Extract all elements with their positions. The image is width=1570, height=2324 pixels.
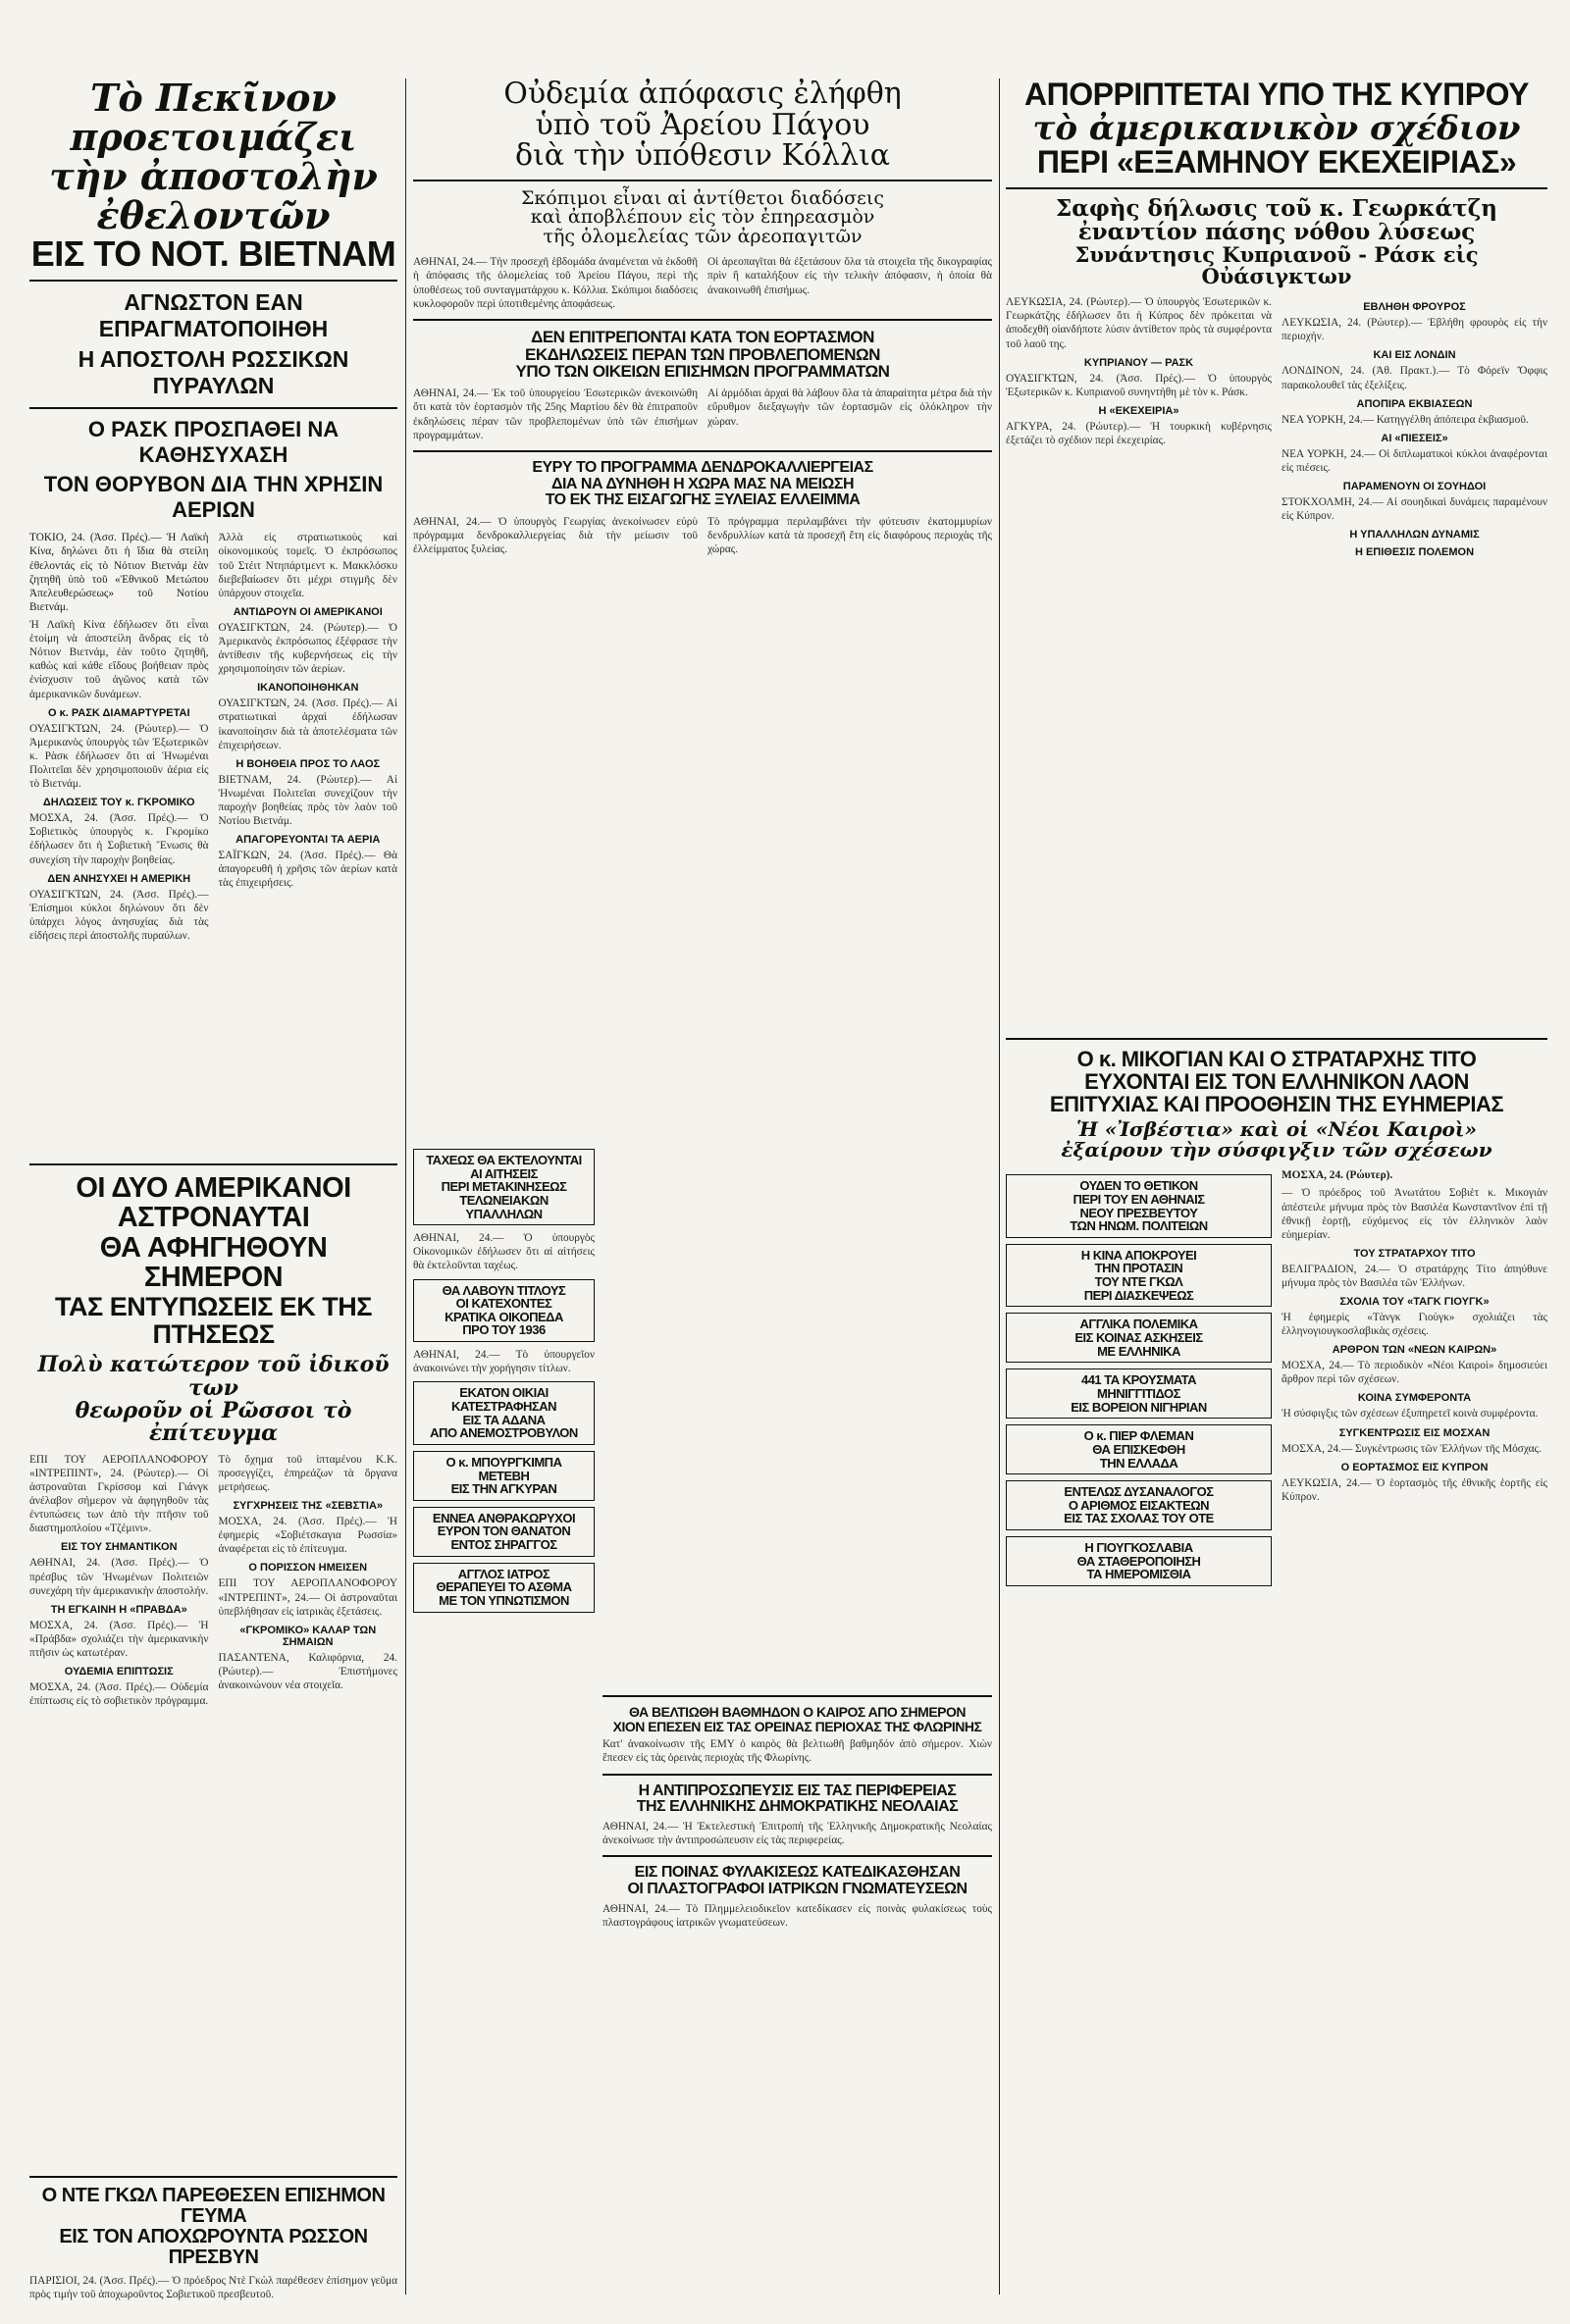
article-text: ΠΑΡΙΣΙΟΙ, 24. (Ἀσσ. Πρές).— Ὁ πρόεδρος Ντὲ Γκὼλ παρέθεσεν ἐπίσημον γεῦμα πρὸς τιμὴν τοῦ ἀποχωροῦντος Σοβιετικοῦ πρεσβευτοῦ.: [29, 2275, 397, 2301]
column-2-lower: [602, 1687, 992, 1930]
brief-title: ΑΓΓΛΙΚΑ ΠΟΛΕΜΙΚΑ: [1079, 1317, 1198, 1332]
brief-title: 441 ΤΑ ΚΡΟΥΣΜΑΤΑ: [1080, 1372, 1197, 1388]
article-text: ΠΑΣΑΝΤΕΝΑ, Καλιφόρνια, 24. (Ρώυτερ).— Ἐπιστήμονες ἀνακοινώνουν νέα στοιχεῖα.: [218, 1651, 397, 1692]
article-text: ΟΥΑΣΙΓΚΤΩΝ, 24. (Ἀσσ. Πρές).— Ὁ ὑπουργὸς Ἐξωτερικῶν κ. Κυπριανοῦ συνηντήθη μὲ τὸν κ. Ράσκ.: [1006, 372, 1272, 398]
article-text: Οἱ ἀρεοπαγῖται θὰ ἐξετάσουν ὅλα τὰ στοιχεῖα τῆς δικογραφίας πρὶν ἢ καταλήξουν εἰς τὴν τελικὴν ἀπόφασιν, ἡ ὁποία θὰ ἀνακοινωθῆ ἐπισήμως.: [707, 256, 992, 296]
cyprus-sub-1: Σαφὴς δήλωσις τοῦ κ. Γεωρκάτζη: [1056, 194, 1497, 222]
section-heading: Ο ΠΟΡΙΣΣΟΝ ΗΜΕΙΣΕΝ: [248, 1562, 368, 1575]
tree-headline-1: ΕΥΡΥ ΤΟ ΠΡΟΓΡΑΜΜΑ ΔΕΝΔΡΟΚΑΛΛΙΕΡΓΕΙΑΣ: [532, 458, 873, 476]
brief-title: ΕΙΣ ΤΑ ΑΔΑΝΑ: [462, 1412, 546, 1427]
brief-yugoslavia: [1006, 1536, 1272, 1586]
article-text: ΝΕΑ ΥΟΡΚΗ, 24.— Οἱ διπλωματικοὶ κύκλοι ἀναφέρονται εἰς πιέσεις.: [1282, 447, 1547, 474]
article-text: ΕΠΙ ΤΟΥ ΑΕΡΟΠΛΑΝΟΦΟΡΟΥ «ΙΝΤΡΕΠΙΝΤ», 24. (Ρώυτερ).— Οἱ ἀστροναῦται Γκρίσσομ καὶ Γιάνγκ ἀνέλαβον σήμερον νὰ ἀφηγηθοῦν τὰς ἐντυπώσεις των ἀπὸ τὴν πτῆσιν τοῦ διαστημοπλοίου «Τζέμινι».: [29, 1453, 209, 1535]
divider: [1006, 1038, 1547, 1040]
article-text: ΜΟΣΧΑ, 24. (Ἀσσ. Πρές).— Ὁ Σοβιετικὸς ὑπουργὸς κ. Γκρομίκο ἐδήλωσεν ὅτι ἡ Σοβιετικὴ Ἕνωσις θὰ συνεχίση τὴν παροχὴν βοηθείας.: [29, 812, 209, 866]
column-2-briefs: [413, 1143, 595, 1619]
cyprus-headline-1: ΑΠΟΡΡΙΠΤΕΤΑΙ ΥΠΟ ΤΗΣ ΚΥΠΡΟΥ: [1024, 78, 1529, 112]
section-heading: ΑΝΤΙΔΡΟΥΝ ΟΙ ΑΜΕΡΙΚΑΝΟΙ: [233, 605, 383, 618]
brief-title: ΘΑ ΕΠΙΣΚΕΦΘΗ: [1092, 1441, 1185, 1457]
astronauts-body: [29, 1453, 397, 1709]
section-heading: ΔΗΛΩΣΕΙΣ ΤΟΥ κ. ΓΚΡΟΜΙΚΟ: [42, 797, 195, 809]
tree-body: [413, 515, 992, 556]
article-text: ΑΘΗΝΑΙ, 24. (Ἀσσ. Πρές).— Ὁ πρέσβυς τῶν Ἡνωμένων Πολιτειῶν συνεχάρη τὴν ἀμερικανικὴν ἀποστολήν.: [29, 1557, 209, 1597]
article-text: Ἡ Λαϊκὴ Κίνα ἐδήλωσεν ὅτι εἶναι ἑτοίμη νὰ ἀποστείλη ἄνδρας εἰς τὸ Νότιον Βιετνάμ, ἐὰν τοῦτο ζητηθῆ, καθὼς καὶ κάθε εἴδους βοήθειαν πρὸς ἐνίσχυσιν τοῦ ἀγῶνος κατὰ τῶν ἀμερικανικῶν δυνάμεων.: [29, 619, 209, 700]
section-heading: ΠΑΡΑΜΕΝΟΥΝ ΟΙ ΣΟΥΗΔΟΙ: [1342, 481, 1487, 493]
kollias-sub-2: καὶ ἀποβλέπουν εἰς τὸν ἐπηρεασμὸν: [530, 206, 875, 229]
festival-headline-1: ΔΕΝ ΕΠΙΤΡΕΠΟΝΤΑΙ ΚΑΤΑ ΤΟΝ ΕΟΡΤΑΣΜΟΝ: [531, 327, 874, 346]
article-text: ΝΕΑ ΥΟΡΚΗ, 24.— Κατηγγέλθη ἀπόπειρα ἐκβιασμοῦ.: [1282, 413, 1529, 426]
article-text: ΛΕΥΚΩΣΙΑ, 24.— Ὁ ἑορτασμὸς τῆς ἐθνικῆς ἑορτῆς εἰς Κύπρον.: [1282, 1476, 1547, 1503]
section-heading: ΑΙ «ΠΙΕΣΕΙΣ»: [1381, 432, 1448, 444]
brief-title: ΕΚΑΤΟΝ ΟΙΚΙΑΙ: [459, 1385, 549, 1401]
article-text: ΑΘΗΝΑΙ, 24.— Τὴν προσεχῆ ἑβδομάδα ἀναμένεται νὰ ἐκδοθῆ ἡ ἀπόφασις τῆς ὁλομελείας τοῦ Ἀρείου Πάγου, περὶ τῆς ὑποθέσεως τοῦ συνταγματάρχου κ. Κόλλια. Σκόπιμοι διαδόσεις κυκλοφοροῦν περὶ ὑποτιθεμένης ἀποφάσεως.: [413, 256, 698, 310]
article-text: ΑΘΗΝΑΙ, 24.— Ὁ ὑπουργὸς Γεωργίας ἀνεκοίνωσεν εὐρὺ πρόγραμμα δενδροκαλλιεργείας διὰ τὴν μείωσιν τοῦ ἐλλείμματος ξυλείας.: [413, 516, 698, 556]
brief-miners: [413, 1507, 595, 1557]
tito-headline-1: Ο κ. ΜΙΚΟΓΙΑΝ ΚΑΙ Ο ΣΤΡΑΤΑΡΧΗΣ ΤΙΤΟ: [1076, 1047, 1477, 1071]
article-text: ΑΘΗΝΑΙ, 24.— Ἡ Ἐκτελεστικὴ Ἐπιτροπὴ τῆς Ἑλληνικῆς Δημοκρατικῆς Νεολαίας ἀνεκοίνωσε τὴν ἀντιπροσώπευσιν εἰς τὰς περιφερείας.: [602, 1821, 992, 1847]
brief-title: Ο κ. ΜΠΟΥΡΓΚΙΜΠΑ: [445, 1454, 562, 1470]
brief-title: ΟΥΔΕΝ ΤΟ ΘΕΤΙΚΟΝ: [1079, 1178, 1198, 1194]
astronauts-headline-2: ΘΑ ΑΦΗΓΗΘΟΥΝ ΣΗΜΕΡΟΝ: [99, 1231, 328, 1294]
section-heading: ΣΥΓΚΕΝΤΡΩΣΙΣ ΕΙΣ ΜΟΣΧΑΝ: [1338, 1426, 1491, 1439]
brief-title: Η ΓΙΟΥΓΚΟΣΛΑΒΙΑ: [1084, 1540, 1193, 1556]
article-text: ΟΥΑΣΙΓΚΤΩΝ, 24. (Ἀσσ. Πρές).— Αἱ στρατιωτικαὶ ἀρχαὶ ἐδήλωσαν ἱκανοποίησιν διὰ τὰ ἀποτελέσματα τῶν ἐπιχειρήσεων.: [218, 697, 397, 751]
article-text: ΟΥΑΣΙΓΚΤΩΝ, 24. (Ἀσσ. Πρές).— Ἐπίσημοι κύκλοι δηλώνουν ὅτι δὲν ὑπάρχει λόγος ἀνησυχίας διὰ τὰς εἰδήσεις περὶ ἀποστολῆς πυραύλων.: [29, 888, 209, 942]
article-text: ΑΘΗΝΑΙ, 24.— Τὸ ὑπουργεῖον ἀνακοινώνει τὴν χορήγησιν τίτλων.: [413, 1349, 595, 1375]
brief-title: ΑΙ ΑΙΤΗΣΕΙΣ: [470, 1165, 538, 1181]
article-text: ΑΓΚΥΡΑ, 24. (Ρώυτερ).— Ἡ τουρκικὴ κυβέρνησις ἐξετάζει τὸ σχέδιον περὶ ἐκεχειρίας.: [1006, 420, 1272, 447]
de-gaulle-story: [29, 2168, 397, 2301]
brief-title: ΚΡΑΤΙΚΑ ΟΙΚΟΠΕΔΑ: [445, 1309, 563, 1324]
festival-headline-3: ΥΠΟ ΤΩΝ ΟΙΚΕΙΩΝ ΕΠΙΣΗΜΩΝ ΠΡΟΓΡΑΜΜΑΤΩΝ: [515, 362, 890, 382]
article-text: ΛΟΝΔΙΝΟΝ, 24. (Ἀθ. Πρακτ.).— Τὸ Φόρεϊν Ὄφφις παρακολουθεῖ τὰς ἐξελίξεις.: [1282, 365, 1547, 391]
brief-title: ΠΡΟ ΤΟΥ 1936: [462, 1322, 546, 1338]
section-heading: ΔΕΝ ΑΝΗΣΥΧΕΙ Η ΑΜΕΡΙΚΗ: [47, 872, 191, 885]
section-heading: ΙΚΑΝΟΠΟΙΗΘΗΚΑΝ: [257, 682, 359, 695]
brief-title: ΜΕ ΕΛΛΗΝΙΚΑ: [1097, 1343, 1180, 1359]
column-2: [413, 78, 992, 556]
kollias-sub-1: Σκόπιμοι εἶναι αἱ ἀντίθετοι διαδόσεις: [520, 186, 884, 209]
tito-headline-3: ΕΠΙΤΥΧΙΑΣ ΚΑΙ ΠΡΟΟΘΗΣΙΝ ΤΗΣ ΕΥΗΜΕΡΙΑΣ: [1049, 1092, 1504, 1117]
section-heading: «ΓΚΡΟΜΙΚΟ» ΚΑΛΑΡ ΤΩΝ ΣΗΜΑΙΩΝ: [239, 1624, 377, 1648]
section-heading: ΚΟΙΝΑ ΣΥΜΦΕΡΟΝΤΑ: [1357, 1392, 1472, 1405]
tito-lead: ΜΟΣΧΑ, 24. (Ρώυτερ).: [1282, 1169, 1393, 1182]
brief-title: ΕΙΣ ΤΗΝ ΑΓΚΥΡΑΝ: [450, 1481, 557, 1497]
brief-title: ΜΗΝΙΓΓΙΤΙΔΟΣ: [1097, 1385, 1180, 1401]
article-text: ΜΟΣΧΑ, 24. (Ἀσσ. Πρές).— Οὐδεμία ἐπίπτωσις εἰς τὸ σοβιετικὸν πρόγραμμα.: [29, 1681, 209, 1708]
brief-title: ΤΩΝ ΗΝΩΜ. ΠΟΛΙΤΕΙΩΝ: [1070, 1218, 1208, 1234]
cyprus-headline-3: ΠΕΡΙ «ΕΞΑΜΗΝΟΥ ΕΚΕΧΕΙΡΙΑΣ»: [1036, 144, 1517, 181]
brief-customs: [413, 1149, 595, 1225]
brief-title: ΠΕΡΙ ΤΟΥ ΕΝ ΑΘΗΝΑΙΣ: [1073, 1191, 1205, 1207]
brief-title: ΕΝΤΟΣ ΣΗΡΑΓΓΟΣ: [450, 1537, 557, 1553]
article-text: ΒΙΕΤΝΑΜ, 24. (Ρώυτερ).— Αἱ Ἡνωμέναι Πολιτεῖαι συνεχίζουν τὴν παροχὴν βοηθείας πρὸς τὸν λαὸν τοῦ Νοτίου Βιετνάμ.: [218, 773, 397, 828]
article-text: ΛΕΥΚΩΣΙΑ, 24. (Ρώυτερ).— Ὁ ὑπουργὸς Ἐσωτερικῶν κ. Γεωρκάτζης ἐδήλωσεν ὅτι ἡ Κύπρος δὲν πρόκειται νὰ ἀποδεχθῆ οἱανδήποτε λύσιν ἀντίθετον πρὸς τὰ συμφέροντα τοῦ λαοῦ της.: [1006, 296, 1272, 350]
brief-title: ΕΝΤΕΛΩΣ ΔΥΣΑΝΑΛΟΓΟΣ: [1064, 1484, 1214, 1500]
youth-headline-2: ΤΗΣ ΕΛΛΗΝΙΚΗΣ ΔΗΜΟΚΡΑΤΙΚΗΣ ΝΕΟΛΑΙΑΣ: [636, 1798, 959, 1816]
article-text: ΒΕΛΙΓΡΑΔΙΟΝ, 24.— Ὁ στρατάρχης Τίτο ἀπηύθυνε μήνυμα πρὸς τὸν Βασιλέα τῶν Ἑλλήνων.: [1282, 1263, 1547, 1289]
article-text: ΣΤΟΚΧΟΛΜΗ, 24.— Αἱ σουηδικαὶ δυνάμεις παραμένουν εἰς Κύπρον.: [1282, 496, 1547, 523]
article-text: Ἡ σύσφιγξις τῶν σχέσεων ἐξυπηρετεῖ κοινὰ συμφέροντα.: [1282, 1408, 1539, 1420]
divider: [602, 1695, 992, 1697]
section-heading: Ο κ. ΡΑΣΚ ΔΙΑΜΑΡΤΥΡΕΤΑΙ: [48, 706, 190, 719]
prison-headline-2: ΟΙ ΠΛΑΣΤΟΓΡΑΦΟΙ ΙΑΤΡΙΚΩΝ ΓΝΩΜΑΤΕΥΣΕΩΝ: [627, 1881, 968, 1898]
brief-bourguiba: [413, 1451, 595, 1501]
subhead-2: Η ΑΠΟΣΤΟΛΗ ΡΩΣΣΙΚΩΝ ΠΥΡΑΥΛΩΝ: [78, 346, 349, 399]
astronauts-headline-1: ΟΙ ΔΥΟ ΑΜΕΡΙΚΑΝΟΙ ΑΣΤΡΟΝΑΥΤΑΙ: [76, 1172, 351, 1234]
section-heading: Η ΥΠΑΛΛΗΛΩΝ ΔΥΝΑΜΙΣ: [1349, 529, 1480, 542]
divider: [413, 450, 992, 452]
tito-body: [1006, 1168, 1547, 1592]
article-text: ΜΟΣΧΑ, 24. (Ἀσσ. Πρές).— Ἡ «Πράβδα» σχολιάζει τὴν ἀμερικανικὴν πτῆσιν ὡς κατωτέραν.: [29, 1619, 209, 1660]
section-heading: ΤΟΥ ΣΤΡΑΤΑΡΧΟΥ ΤΙΤΟ: [1353, 1247, 1476, 1260]
youth-headline-1: Η ΑΝΤΙΠΡΟΣΩΠΕΥΣΙΣ ΕΙΣ ΤΑΣ ΠΕΡΙΦΕΡΕΙΑΣ: [638, 1782, 957, 1799]
astronauts-headline-3: ΤΑΣ ΕΝΤΥΠΩΣΕΙΣ ΕΚ ΤΗΣ ΠΤΗΣΕΩΣ: [55, 1291, 372, 1350]
brief-china: [1006, 1244, 1272, 1308]
article-text: ΑΘΗΝΑΙ, 24.— Τὸ Πλημμελειοδικεῖον κατεδίκασεν εἰς ποινὰς φυλακίσεως τοὺς πλαστογράφους ἰατρικῶν γνωματεύσεων.: [602, 1903, 992, 1930]
kollias-headline-2: ὑπὸ τοῦ Ἀρείου Πάγου: [535, 107, 870, 142]
section-heading: ΑΠΟΠΙΡΑ ΕΚΒΙΑΣΕΩΝ: [1356, 397, 1473, 410]
article-text: ΜΟΣΧΑ, 24. (Ἀσσ. Πρές).— Ἡ ἐφημερὶς «Σοβιέτσκαγια Ρωσσία» ἀναφέρεται εἰς τὸ ἐπίτευγμα.: [218, 1516, 397, 1556]
column-1: [29, 78, 397, 943]
divider: [413, 319, 992, 321]
subhead-1: ΑΓΝΩΣΤΟΝ ΕΑΝ ΕΠΡΑΓΜΑΤΟΠΟΙΗΘΗ: [98, 289, 329, 342]
kollias-headline-1: Οὐδεμία ἀπόφασις ἐλήφθη: [503, 78, 902, 111]
brief-land: [413, 1279, 595, 1343]
brief-title: ΕΙΣ ΤΑΣ ΣΧΟΛΑΣ ΤΟΥ ΟΤΕ: [1064, 1511, 1214, 1526]
brief-title: ΕΙΣ ΚΟΙΝΑΣ ΑΣΚΗΣΕΙΣ: [1074, 1330, 1203, 1346]
kollias-headline-3: διὰ τὴν ὑπόθεσιν Κόλλια: [514, 138, 891, 173]
section-heading: ΟΥΔΕΜΙΑ ΕΠΙΠΤΩΣΙΣ: [64, 1666, 174, 1678]
tito-sub-1: Ἡ «Ἰσβέστια» καὶ οἱ «Νέοι Καιροὶ»: [1075, 1117, 1478, 1142]
brief-title: ΘΑ ΣΤΑΘΕΡΟΠΟΙΗΣΗ: [1076, 1553, 1201, 1569]
divider: [29, 280, 397, 282]
divider: [29, 407, 397, 409]
brief-title: ΑΠΟ ΑΝΕΜΟΣΤΡΟΒΥΛΟΝ: [430, 1425, 578, 1441]
article-text: ΟΥΑΣΙΓΚΤΩΝ, 24. (Ρώυτερ).— Ὁ Ἀμερικανὸς ἐκπρόσωπος ἐξέφρασε τὴν ἀντίθεσιν τῆς κυβερνήσεως εἰς τὴν χρησιμοποίησιν τῶν ἀερίων.: [218, 621, 397, 676]
brief-title: Η ΚΙΝΑ ΑΠΟΚΡΟΥΕΙ: [1080, 1247, 1197, 1263]
article-text: Αἱ ἀρμόδιαι ἀρχαὶ θὰ λάβουν ὅλα τὰ ἀπαραίτητα μέτρα διὰ τὴν εὔρυθμον διεξαγωγὴν τῶν ἑορτασμῶν εἰς ὁλόκληρον τὴν χώραν.: [707, 387, 992, 428]
section-heading: ΑΠΑΓΟΡΕΥΟΝΤΑΙ ΤΑ ΑΕΡΙΑ: [236, 834, 381, 847]
article-text: ΛΕΥΚΩΣΙΑ, 24. (Ρώυτερ).— Ἐβλήθη φρουρὸς εἰς τὴν περιοχήν.: [1282, 317, 1547, 343]
article-text: ΟΥΑΣΙΓΚΤΩΝ, 24. (Ρώυτερ).— Ὁ Ἀμερικανὸς ὑπουργὸς τῶν Ἐξωτερικῶν κ. Ρὰσκ ἐδήλωσεν ὅτι αἱ Ἡνωμέναι Πολιτεῖαι δὲν χρησιμοποιοῦν ἀέρια εἰς τὸ Βιετνάμ.: [29, 722, 209, 791]
brief-title: ΤΟΥ ΝΤΕ ΓΚΩΛ: [1094, 1274, 1183, 1290]
tito-sub-2: ἐξαίρουν τὴν σύσφιγξιν τῶν σχέσεων: [1061, 1138, 1492, 1162]
divider: [29, 2176, 397, 2178]
headline-peking-3: ΕΙΣ ΤΟ ΝΟΤ. ΒΙΕΤΝΑΜ: [30, 232, 396, 274]
article-text: ΜΟΣΧΑ, 24.— Συγκέντρωσις τῶν Ἑλλήνων τῆς Μόσχας.: [1282, 1442, 1542, 1455]
brief-ote: [1006, 1480, 1272, 1530]
brief-title: ΠΕΡΙ ΔΙΑΣΚΕΨΕΩΣ: [1083, 1287, 1194, 1303]
weather-headline-2: ΧΙΟΝ ΕΠΕΣΕΝ ΕΙΣ ΤΑΣ ΟΡΕΙΝΑΣ ΠΕΡΙΟΧΑΣ ΤΗΣ ΦΛΩΡΙΝΗΣ: [612, 1718, 982, 1734]
brief-title: ΟΙ ΚΑΤΕΧΟΝΤΕΣ: [455, 1296, 552, 1312]
brief-title: ΤΑ ΗΜΕΡΟΜΙΣΘΙΑ: [1086, 1567, 1191, 1582]
weather-headline-1: ΘΑ ΒΕΛΤΙΩΘΗ ΒΑΘΜΗΔΟΝ Ο ΚΑΙΡΟΣ ΑΠΟ ΣΗΜΕΡΟΝ: [628, 1704, 966, 1720]
headline-peking-2: τὴν ἀποστολὴν ἐθελοντῶν: [49, 153, 378, 237]
section-heading: Η «ΕΚΕΧΕΙΡΙΑ»: [1098, 404, 1179, 417]
section-heading: Η ΒΟΗΘΕΙΑ ΠΡΟΣ ΤΟ ΛΑΟΣ: [236, 757, 381, 770]
tito-headline-2: ΕΥΧΟΝΤΑΙ ΕΙΣ ΤΟΝ ΕΛΛΗΝΙΚΟΝ ΛΑΟΝ: [1084, 1069, 1469, 1095]
cyprus-headline-2: τὸ ἀμερικανικὸν σχέδιον: [1032, 108, 1521, 148]
column-3: [1006, 78, 1547, 561]
tree-headline-3: ΤΟ ΕΚ ΤΗΣ ΕΙΣΑΓΩΓΗΣ ΞΥΛΕΙΑΣ ΕΛΛΕΙΜΜΑ: [545, 491, 861, 509]
brief-title: ΕΝΝΕΑ ΑΝΘΡΑΚΩΡΥΧΟΙ: [432, 1510, 576, 1525]
astronauts-story: [29, 1156, 397, 1708]
cyprus-body: [1006, 295, 1547, 561]
article-text: Κατ' ἀνακοίνωσιν τῆς ΕΜΥ ὁ καιρὸς θὰ βελτιωθῆ βαθμηδόν ἀπὸ σήμερον. Χιὼν ἔπεσεν εἰς τὰς ὀρεινὰς περιοχὰς τῆς Φλωρίνης.: [602, 1738, 992, 1765]
brief-title: ΝΕΟΥ ΠΡΕΣΒΕΥΤΟΥ: [1079, 1205, 1198, 1220]
section-heading: ΚΑΙ ΕΙΣ ΛΟΝΔΙΝ: [1373, 349, 1456, 362]
brief-title: Ο ΑΡΙΘΜΟΣ ΕΙΣΑΚΤΕΩΝ: [1068, 1497, 1210, 1513]
brief-title: ΤΗΝ ΕΛΛΑΔΑ: [1099, 1455, 1178, 1471]
de-gaulle-headline-2: ΕΙΣ ΤΟΝ ΑΠΟΧΩΡΟΥΝΤΑ ΡΩΣΣΟΝ ΠΡΕΣΒΥΝ: [59, 2226, 368, 2268]
festival-body: [413, 387, 992, 441]
section-heading: Ο ΕΟΡΤΑΣΜΟΣ ΕΙΣ ΚΥΠΡΟΝ: [1340, 1461, 1489, 1473]
brief-doctor: [413, 1563, 595, 1613]
cyprus-sub-2: ἐναντίον πάσης νόθου λύσεως: [1077, 219, 1476, 246]
section-heading: ΚΥΠΡΙΑΝΟΥ — ΡΑΣΚ: [1083, 356, 1194, 369]
article-text: ΑΘΗΝΑΙ, 24.— Ὁ ὑπουργὸς Οἰκονομικῶν ἐδήλωσεν ὅτι αἱ αἰτήσεις θὰ ἐκτελοῦνται ταχέως.: [413, 1232, 595, 1272]
section-heading: ΤΗ ΕΓΚΑΙΝΗ Η «ΠΡΑΒΔΑ»: [50, 1603, 187, 1616]
brief-ambassador: [1006, 1174, 1272, 1238]
section-heading: ΣΥΓΧΡΗΣΕΙΣ ΤΗΣ «ΣΕΒΣΤΙΑ»: [233, 1500, 384, 1513]
article-text: Ἀλλὰ εἰς στρατιωτικοὺς καὶ οἰκονομικοὺς τομεῖς. Ὁ ἐκπρόσωπος τοῦ Στέιτ Ντηπάρτμεντ κ. Μακκλόσκυ διεβεβαίωσεν ὅτι μέχρι στιγμῆς δὲν ὑπάρχουν στοιχεῖα.: [218, 532, 397, 599]
brief-title: ΜΕΤΕΒΗ: [478, 1468, 530, 1483]
headline-peking-1: Τὸ Πεκῖνον προετοιμάζει: [70, 78, 357, 159]
brief-title: ΑΓΓΛΟΣ ΙΑΤΡΟΣ: [457, 1566, 550, 1581]
brief-title: ΘΕΡΑΠΕΥΕΙ ΤΟ ΑΣΘΜΑ: [436, 1579, 572, 1595]
brief-title: ΠΕΡΙ ΜΕΤΑΚΙΝΗΣΕΩΣ: [441, 1179, 567, 1195]
subhead-3: Ο ΡΑΣΚ ΠΡΟΣΠΑΘΕΙ ΝΑ ΚΑΘΗΣΥΧΑΣΗ: [87, 417, 340, 468]
section-heading: ΕΒΛΗΘΗ ΦΡΟΥΡΟΣ: [1363, 301, 1466, 314]
brief-title: ΕΙΣ ΒΟΡΕΙΟΝ ΝΙΓΗΡΙΑΝ: [1071, 1399, 1207, 1415]
subhead-4: ΤΟΝ ΘΟΡΥΒΟΝ ΔΙΑ ΤΗΝ ΧΡΗΣΙΝ ΑΕΡΙΩΝ: [43, 472, 384, 523]
tito-story: [1006, 1030, 1547, 1592]
brief-title: ΜΕ ΤΟΝ ΥΠΝΩΤΙΣΜΟΝ: [439, 1593, 569, 1608]
divider: [1006, 187, 1547, 189]
lead-paragraph: ΤΟΚΙΟ, 24. (Ἀσσ. Πρές).— Ἡ Λαϊκὴ Κίνα, δηλώνει ὅτι ἡ ἴδια θὰ στείλη ἐθελοντάς εἰς τὸ Νότιον Βιετνάμ ἐὰν ζητηθῆ ὑπὸ τοῦ «Ἐθνικοῦ Μετώπου Ἀπελευθερώσεως» τοῦ Νοτίου Βιετνάμ.: [29, 532, 209, 613]
tree-headline-2: ΔΙΑ ΝΑ ΔΥΝΗΘΗ Η ΧΩΡΑ ΜΑΣ ΝΑ ΜΕΙΩΣΗ: [550, 475, 855, 492]
article-text: ΕΠΙ ΤΟΥ ΑΕΡΟΠΛΑΝΟΦΟΡΟΥ «ΙΝΤΡΕΠΙΝΤ», 24.— Οἱ ἀστροναῦται ὑπεβλήθησαν εἰς ἰατρικὰς ἐξετάσεις.: [218, 1577, 397, 1618]
brief-navy: [1006, 1313, 1272, 1363]
brief-adana: [413, 1381, 595, 1445]
brief-title: ΘΑ ΛΑΒΟΥΝ ΤΙΤΛΟΥΣ: [442, 1282, 566, 1298]
brief-title: ΤΗΝ ΠΡΟΤΑΣΙΝ: [1094, 1261, 1183, 1276]
festival-headline-2: ΕΚΔΗΛΩΣΕΙΣ ΠΕΡΑΝ ΤΩΝ ΠΡΟΒΛΕΠΟΜΕΝΩΝ: [525, 344, 880, 364]
divider: [29, 1163, 397, 1165]
article-text: ΑΘΗΝΑΙ, 24.— Ἐκ τοῦ ὑπουργείου Ἐσωτερικῶν ἀνεκοινώθη ὅτι κατὰ τὸν ἑορτασμὸν τῆς 25ης Μαρτίου δὲν θὰ ἐπιτραποῦν ἐκδηλώσεις πέραν τῶν προβλεπομένων ὑπὸ τῶν ἐπισήμων προγραμμάτων.: [413, 387, 698, 441]
prison-headline-1: ΕΙΣ ΠΟΙΝΑΣ ΦΥΛΑΚΙΣΕΩΣ ΚΑΤΕΔΙΚΑΣΘΗΣΑΝ: [634, 1864, 961, 1882]
brief-title: ΤΕΛΩΝΕΙΑΚΩΝ ΥΠΑΛΛΗΛΩΝ: [459, 1192, 549, 1221]
article-text: ΣΑΪΓΚΩΝ, 24. (Ἀσσ. Πρές).— Θὰ ἀπαγορευθῆ ἡ χρῆσις τῶν ἀερίων κατὰ τὰς ἐπιχειρήσεις.: [218, 850, 397, 890]
astronauts-sub-1: Πολὺ κατώτερον τοῦ ἰδικοῦ των: [37, 1352, 390, 1401]
de-gaulle-headline-1: Ο ΝΤΕ ΓΚΩΛ ΠΑΡΕΘΕΣΕΝ ΕΠΙΣΗΜΟΝ ΓΕΥΜΑ: [41, 2185, 386, 2227]
brief-meningitis: [1006, 1369, 1272, 1419]
kollias-sub-3: τῆς ὁλομελείας τῶν ἀρεοπαγιτῶν: [543, 226, 863, 248]
article-text: Τὸ πρόγραμμα περιλαμβάνει τὴν φύτευσιν ἑκατομμυρίων δενδρυλλίων κατὰ τὰ προσεχῆ ἔτη εἰς διαφόρους περιοχὰς τῆς χώρας.: [707, 516, 992, 556]
divider: [413, 180, 992, 181]
article-text: Ἡ ἐφημερὶς «Τὰνγκ Γιοὺγκ» σχολιάζει τὰς ἑλληνογιουγκοσλαβικὰς σχέσεις.: [1282, 1312, 1547, 1338]
section-heading: ΕΙΣ ΤΟΥ ΣΗΜΑΝΤΙΚΟΝ: [60, 1541, 178, 1554]
divider: [602, 1855, 992, 1857]
brief-title: Ο κ. ΠΙΕΡ ΦΛΕΜΑΝ: [1083, 1428, 1194, 1444]
column-rule: [999, 78, 1000, 2295]
brief-title: ΚΑΤΕΣΤΡΑΦΗΣΑΝ: [451, 1398, 556, 1414]
column-1-body: [29, 531, 397, 943]
brief-title: ΤΑΧΕΩΣ ΘΑ ΕΚΤΕΛΟΥΝΤΑΙ: [426, 1153, 582, 1167]
article-text: — Ὁ πρόεδρος τοῦ Ἀνωτάτου Σοβιὲτ κ. Μικογιὰν ἀπέστειλε μήνυμα πρὸς τὸν Βασιλέα Κωνσταντῖνον ἐπὶ τῇ ἐθνικῇ ἑορτῇ, εὐχόμενος εἰς τὸν ἑλληνικὸν λαὸν εὐημερίαν.: [1282, 1187, 1547, 1241]
brief-pflimlin: [1006, 1424, 1272, 1474]
brief-title: ΕΥΡΟΝ ΤΟΝ ΘΑΝΑΤΟΝ: [437, 1524, 571, 1539]
kollias-body: [413, 255, 992, 310]
astronauts-sub-2: θεωροῦν οἱ Ρῶσσοι τὸ ἐπίτευγμα: [75, 1397, 352, 1446]
section-heading: Η ΕΠΙΘΕΣΙΣ ΠΟΛΕΜΟΝ: [1354, 546, 1475, 559]
article-text: Τὸ ὄχημα τοῦ ἱπταμένου Κ.Κ. προσεγγίζει, ἐπηρεάζων τὰ ὄργανα μετρήσεως.: [218, 1453, 397, 1494]
section-heading: ΑΡΘΡΟΝ ΤΩΝ «ΝΕΩΝ ΚΑΙΡΩΝ»: [1332, 1344, 1497, 1357]
divider: [602, 1774, 992, 1776]
section-heading: ΣΧΟΛΙΑ ΤΟΥ «ΤΑΓΚ ΓΙΟΥΓΚ»: [1339, 1296, 1490, 1309]
article-text: ΜΟΣΧΑ, 24.— Τὸ περιοδικὸν «Νέοι Καιροὶ» δημοσιεύει ἄρθρον περὶ τῶν σχέσεων.: [1282, 1360, 1547, 1386]
column-rule: [405, 78, 406, 2295]
cyprus-sub-3: Συνάντησις Κυπριανοῦ - Ράσκ εἰς Οὐάσιγκτων: [1074, 242, 1479, 289]
